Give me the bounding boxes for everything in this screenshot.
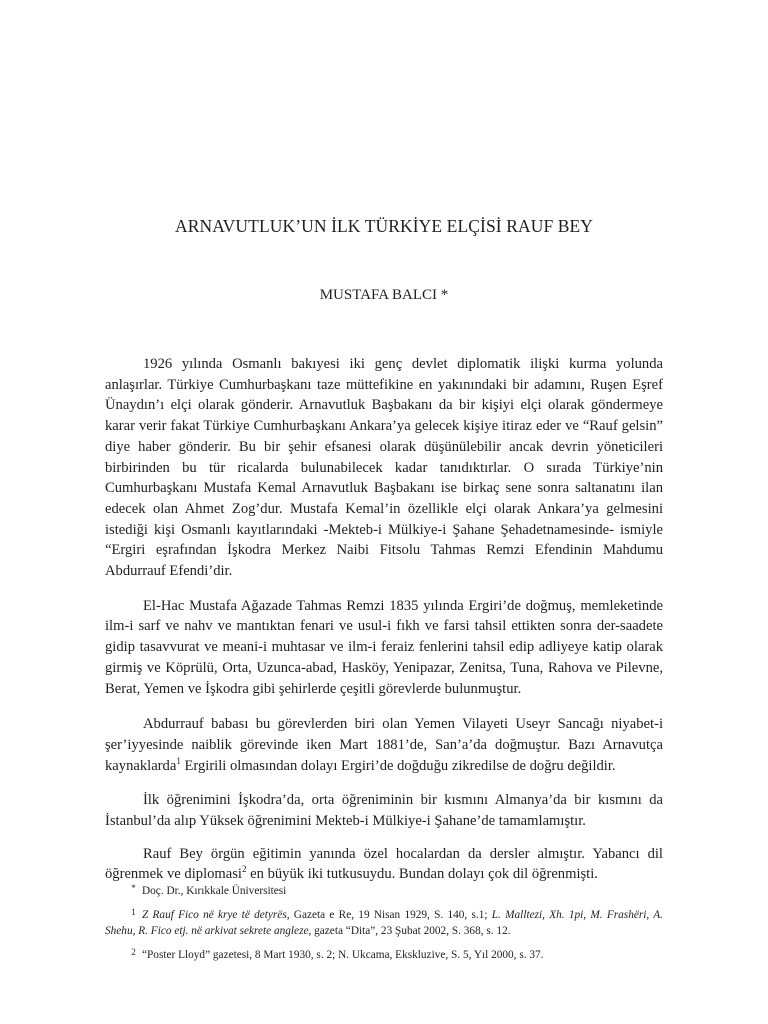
paragraph-5-text-a: Rauf Bey örgün eğitimin yanında özel hocalardan da dersler almıştır. Yabancı dil öğrenmek ve diplomasi <box>105 845 663 883</box>
footnote-ref-2: 2 <box>242 864 247 875</box>
footnote-star-mark: * <box>131 883 136 893</box>
paragraph-4: İlk öğrenimini İşkodra’da, orta öğreniminin bir kısmını Almanya’da bir kısmını da İstanbul’da alıp Yüksek öğrenimini Mekteb-i Mülkiye-i Şahane’de tamamlamıştır. <box>105 792 663 830</box>
footnote-1-text-a: , Gazeta e Re, 19 Nisan 1929, S. 140, s.1; <box>286 909 492 921</box>
footnote-1-source-title-2: L. Malltezi, Xh. 1pi, M. Frashëri, A. Shehu, R. Fico etj. në arkivat sekrete angleze <box>105 909 663 937</box>
footnote-1-source-title: Z Rauf Fico në krye të detyrës <box>142 909 287 921</box>
footnotes <box>105 880 663 968</box>
paragraph-3-text-b: Ergirili olmasından dolayı Ergiri’de doğduğu zikredilse de doğru değildir. <box>180 757 616 774</box>
paragraph-5-text-b: en büyük iki tutkusuydu. Bundan dolayı çok dil öğrenmişti. <box>246 866 598 883</box>
paragraph-2: El-Hac Mustafa Ağazade Tahmas Remzi 1835 yılında Ergiri’de doğmuş, memleketinde ilm-i sarf ve nahv ve mantıktan fenari ve usul-i fıkh ve farsi tahsil ettikten sonra der-saadete gidip tasavvurat ve meani-i muhtasar ve ilm-i feraiz fenlerini tahsil edip adliyeye katip olarak girmiş ve Köprülü, Orta, Uzunca-abad, Hasköy, Yenipazar, Zenitsa, Tuna, Rahova ve Pilevne, Berat, Yemen ve İşkodra gibi şehirlerde çeşitli görevlerde bulunmuştur. <box>105 597 663 697</box>
paragraph-3 <box>105 714 663 776</box>
footnote-1-text-b: , gazeta “Dita”, 23 Şubat 2002, S. 368, s. 12. <box>308 925 511 937</box>
paragraph-3-text-a: Abdurrauf babası bu görevlerden biri olan Yemen Vilayeti Useyr Sancağı niyabet-i şer’iyyesinde naiblik görevinde iken Mart 1881’de, San’a’da doğmuştur. Bazı Arnavutça kaynaklarda <box>105 716 663 774</box>
footnote-star <box>105 880 663 899</box>
article-body <box>105 354 663 898</box>
paragraph-5 <box>105 844 663 885</box>
footnote-1-mark: 1 <box>131 907 136 917</box>
footnote-ref-1: 1 <box>176 755 181 766</box>
footnote-1 <box>105 904 663 939</box>
footnote-2 <box>105 944 663 963</box>
article-title: ARNAVUTLUK’UN İLK TÜRKİYE ELÇİSİ RAUF BEY <box>174 216 594 236</box>
footnote-2-mark: 2 <box>131 947 136 957</box>
footnote-2-text: “Poster Lloyd” gazetesi, 8 Mart 1930, s. 2; N. Ukcama, Ekskluzive, S. 5, Yıl 2000, s. 37. <box>142 949 544 961</box>
paragraph-1: 1926 yılında Osmanlı bakıyesi iki genç devlet diplomatik ilişki kurma yolunda anlaşırlar. Türkiye Cumhurbaşkanı taze müttefikine en yakınındaki bir adamını, Ruşen Eşref Ünaydın’ı elçi olarak gönderir. Arnavutluk Başbakanı da bir kişiyi elçi olarak göndermeye karar verir fakat Türkiye Cumhurbaşkanı Ankara’ya gelecek kişiye itiraz eder ve “Rauf gelsin” diye haber gönderir. Bu bir şehir efsanesi olarak düşünülebilir ancak devrin yöneticileri birbirinden bu tür ricalarda bulunabilecek kadar tanıdıktırlar. O sırada Türkiye’nin Cumhurbaşkanı Mustafa Kemal Arnavutluk Başbakanı ise birkaç sene sonra saltanatını ilan edecek olan Ahmet Zog’dur. Mustafa Kemal’in özellikle elçi olarak Ankara’ya gelmesini istediği kişi Osmanlı kayıtlarındaki -Mekteb-i Mülkiye-i Şahane Şehadetnamesinde- ismiyle “Ergiri eşrafından İşkodra Merkez Naibi Fitsolu Tahmas Remzi Efendinin Mahdumu Abdurrauf Efendi’dir. <box>105 356 663 580</box>
footnote-star-text: Doç. Dr., Kırıkkale Üniversitesi <box>142 885 287 897</box>
article-author: MUSTAFA BALCI * <box>319 287 449 303</box>
